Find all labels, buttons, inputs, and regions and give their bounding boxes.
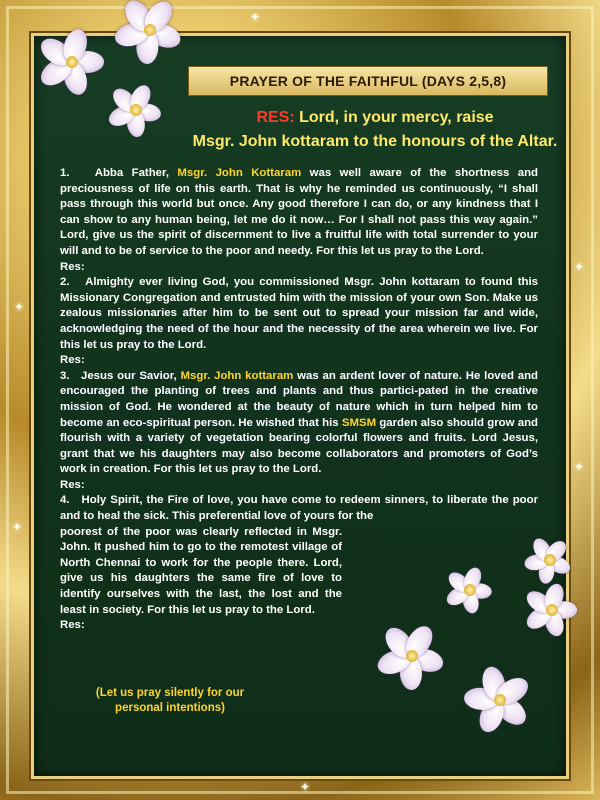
response-line-2: Msgr. John kottaram to the honours of the Altar. [192,133,558,150]
response-header [190,106,560,154]
prayer-item-4-continued: poorest of the poor was clearly reflected in Msgr. John. It pushed him to go to the remotest village of North Chennai to work for the people there. Lord, give us his daughters the same fire of love to identify ourselves with the last, the lost and the least in society. For this let us pray to the Lord. [60,525,342,616]
highlighted-name: Msgr. John kottaram [180,369,294,382]
response-key: RES: [256,109,295,126]
closing-line-1: (Let us pray silently for our [95,687,245,699]
prayer-item-3 [60,369,538,478]
prayer-text: was well aware of the shortness and preciousness of life on this earth. That is why he reminded us continuously, “I shall pass through this world but once. Any good therefore I can do, or any kindness that I can show to any human being, let me do it now… For I shall not pass this way again.” Lord, give us the spirit of discernment to live a fruitful life with total surrender to your will and to be of service to the poor and needy. For this let us pray to the Lord. [60,167,538,257]
closing-note [60,686,280,716]
prayer-number: 4. [60,494,70,507]
res-label: Res: [60,354,85,367]
res-label: Res: [60,478,85,491]
res-label: Res: [60,619,85,632]
sparkle-icon: ✦ [14,300,25,314]
prayer-number: 2. [60,276,70,289]
prayer-number: 3. [60,369,70,382]
page-title: PRAYER OF THE FAITHFUL (DAYS 2,5,8) [229,73,507,89]
closing-line-2: personal intentions) [115,702,225,714]
highlighted-acronym: SMSM [341,416,377,429]
prayer-item-2 [60,275,538,353]
prayer-body [60,166,538,634]
highlighted-name: Msgr. John Kottaram [177,167,302,179]
sparkle-icon: ✦ [250,10,261,24]
sparkle-icon: ✦ [574,460,585,474]
prayer-text: was an ardent lover of nature. He loved and encouraged the planting of trees and plants and thus partici-pated in the creative mission of God. He wondered at the beauty of nature which in turn helped him to become an eco-spiritual person. He wished that his [60,369,538,429]
prayer-number: 1. [60,167,70,179]
prayer-item-4 [60,493,538,524]
response-line-1 [190,106,560,130]
prayer-text: Holy Spirit, the Fire of love, you have come to redeem sinners, to liberate the poor and to heal the sick. This preferential love of yours for the [60,494,538,523]
prayer-text: garden also should grow and flourish with a variety of vegetation bearing colorful flowers and fruits. Lord Jesus, grant that we his daughters may also become collaborators and promoters of God’s work in creation. For this let us pray to the Lord. [60,416,538,476]
res-label: Res: [60,260,85,273]
prayer-text: Jesus our Savior, [81,369,181,382]
response-line-1-text: Lord, in your mercy, raise [294,109,494,126]
sparkle-icon: ✦ [12,520,23,534]
prayer-text: Abba Father, [94,167,178,179]
sparkle-icon: ✦ [574,260,585,274]
prayer-text: Almighty ever living God, you commissioned Msgr. John kottaram to found this Missionary Congregation and entrusted him with the mission of your own Son. Make us zealous missionaries after him to be sent out to spread your mission far and wide, acknowledging the need of the hour and the necessity of the area wherein we live. For this let us pray to the Lord. [60,276,538,351]
prayer-item-1 [60,166,538,260]
title-banner [188,66,548,96]
sparkle-icon: ✦ [300,780,311,794]
